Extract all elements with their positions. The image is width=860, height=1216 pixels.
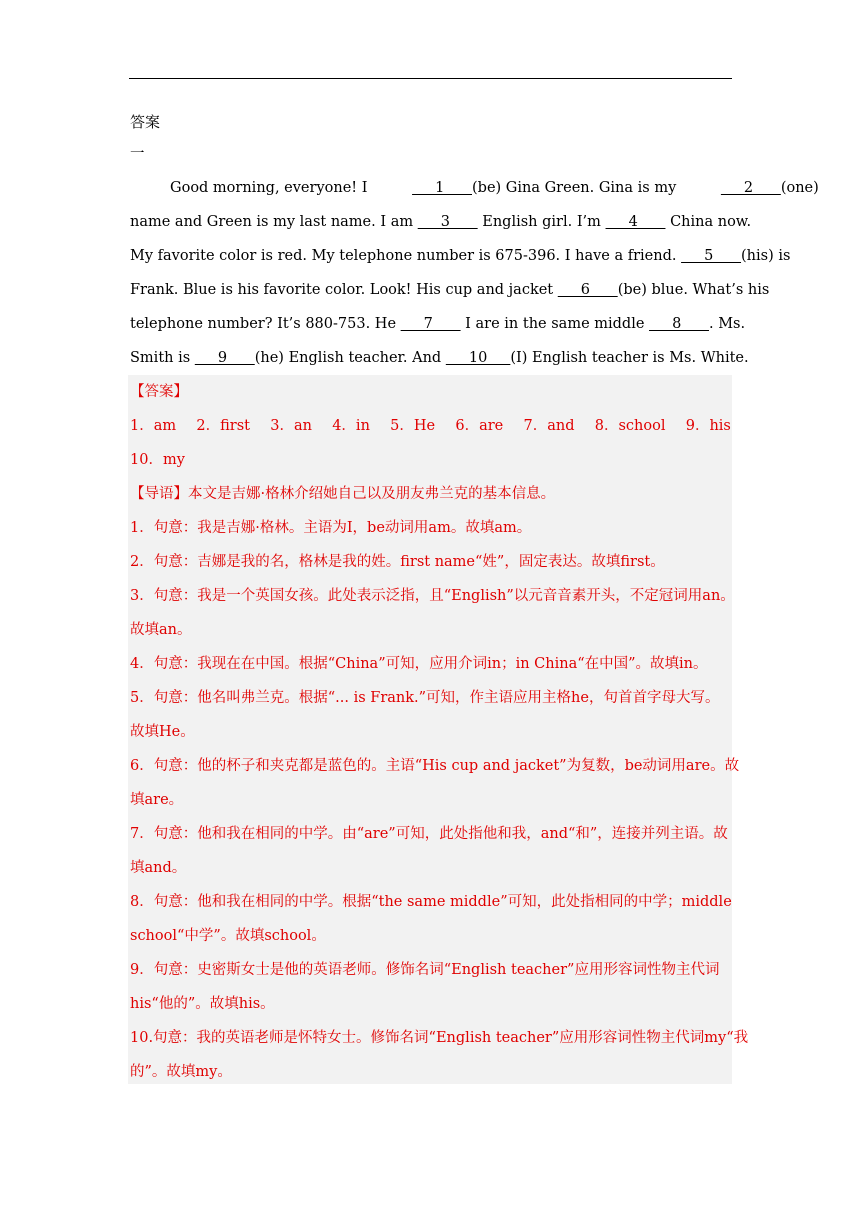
explanation-line: 【导语】本文是吉娜·格林介绍她自己以及朋友弗兰克的基本信息。 — [130, 486, 556, 502]
page-heading: 答案 — [130, 113, 161, 131]
answer-item: 8．school — [594, 418, 666, 434]
explanation-line: school“中学”。故填school。 — [130, 928, 326, 944]
explanation-line: 故填He。 — [130, 724, 195, 740]
answer-item: 9．his — [685, 418, 731, 434]
explanation-line: 填are。 — [130, 792, 184, 808]
passage-line — [130, 178, 819, 198]
answer-item: 5．He — [390, 418, 436, 434]
blank: 8 — [649, 316, 709, 332]
explanation-line: 填and。 — [130, 860, 187, 876]
passage-text: telephone number? It’s 880-753. He — [130, 316, 401, 332]
passage-line — [130, 348, 749, 368]
explanation-line: 7．句意：他和我在相同的中学。由“are”可知，此处指他和我，and“和”，连接并列主语。故 — [130, 826, 728, 842]
passage-text: . Ms. — [708, 316, 746, 332]
blank: 5 — [681, 248, 742, 264]
passage-line — [130, 280, 770, 300]
answer-item: 1．am — [130, 418, 177, 434]
section-number: 一 — [130, 146, 145, 162]
explanation-line: 故填an。 — [130, 622, 192, 638]
blank: 2 — [720, 180, 781, 196]
blank: 3 — [417, 214, 478, 230]
answer-label: 【答案】 — [130, 384, 188, 400]
passage-text: (I) English teacher is Ms. White. — [510, 350, 749, 366]
blank: 6 — [557, 282, 618, 298]
explanation-line: 1．句意：我是吉娜·格林。主语为I，be动词用am。故填am。 — [130, 520, 532, 536]
passage-text: I are in the same middle — [460, 316, 650, 332]
explanation-line: 6．句意：他的杯子和夹克都是蓝色的。主语“His cup and jacket”为复数，be动词用are。故 — [130, 758, 740, 774]
blank: 10 — [445, 350, 511, 366]
passage-text: (he) English teacher. And — [254, 350, 446, 366]
passage-text: English girl. I’m — [477, 214, 606, 230]
explanation-line: 5．句意：他名叫弗兰克。根据“... is Frank.”可知，作主语应用主格he，句首首字母大写。 — [130, 690, 720, 706]
answer-item: 7．and — [523, 418, 575, 434]
explanation-line: 3．句意：我是一个英国女孩。此处表示泛指，且“English”以元音音素开头，不定冠词用an。 — [130, 588, 735, 604]
passage-text: Frank. Blue is his favorite color. Look! His cup and jacket — [130, 282, 558, 298]
explanation-line: 9．句意：史密斯女士是他的英语老师。修饰名词“English teacher”应用形容词性物主代词 — [130, 962, 720, 978]
passage-text: (his) is — [741, 248, 791, 264]
passage-text: China now. — [665, 214, 752, 230]
passage-line — [130, 212, 752, 232]
blank: 9 — [194, 350, 255, 366]
blank: 4 — [605, 214, 666, 230]
explanation-line: 10.句意：我的英语老师是怀特女士。修饰名词“English teacher”应用形容词性物主代词my“我 — [130, 1030, 749, 1046]
answer-item: 10．my — [130, 452, 185, 468]
passage-text: Good morning, everyone! I — [170, 180, 373, 196]
answer-item: 2．first — [196, 418, 250, 434]
blank: 7 — [400, 316, 461, 332]
answer-item: 6．are — [455, 418, 504, 434]
passage-text: My favorite color is red. My telephone number is 675-396. I have a friend. — [130, 248, 682, 264]
explanation-line: his“他的”。故填his。 — [130, 996, 275, 1012]
explanation-line: 8．句意：他和我在相同的中学。根据“the same middle”可知，此处指相同的中学；middle — [130, 894, 732, 910]
answer-item: 4．in — [332, 418, 370, 434]
passage-text: (be) Gina Green. Gina is my — [472, 180, 681, 196]
passage-text: (be) blue. What’s his — [617, 282, 770, 298]
explanation-line: 4．句意：我现在在中国。根据“China”可知，应用介词in；in China“在中国”。故填in。 — [130, 656, 708, 672]
passage-line — [130, 314, 746, 334]
blank: 1 — [412, 180, 472, 196]
explanation-line: 2．句意：吉娜是我的名，格林是我的姓。first name“姓”，固定表达。故填first。 — [130, 554, 665, 570]
answer-list — [130, 416, 731, 436]
passage-text: (one) — [780, 180, 819, 196]
passage-text: Smith is — [130, 350, 195, 366]
header-rule — [129, 78, 732, 79]
explanation-line: 的”。故填my。 — [130, 1064, 232, 1080]
passage-line — [130, 246, 791, 266]
passage-text: name and Green is my last name. I am — [130, 214, 418, 230]
answer-item: 3．an — [270, 418, 312, 434]
